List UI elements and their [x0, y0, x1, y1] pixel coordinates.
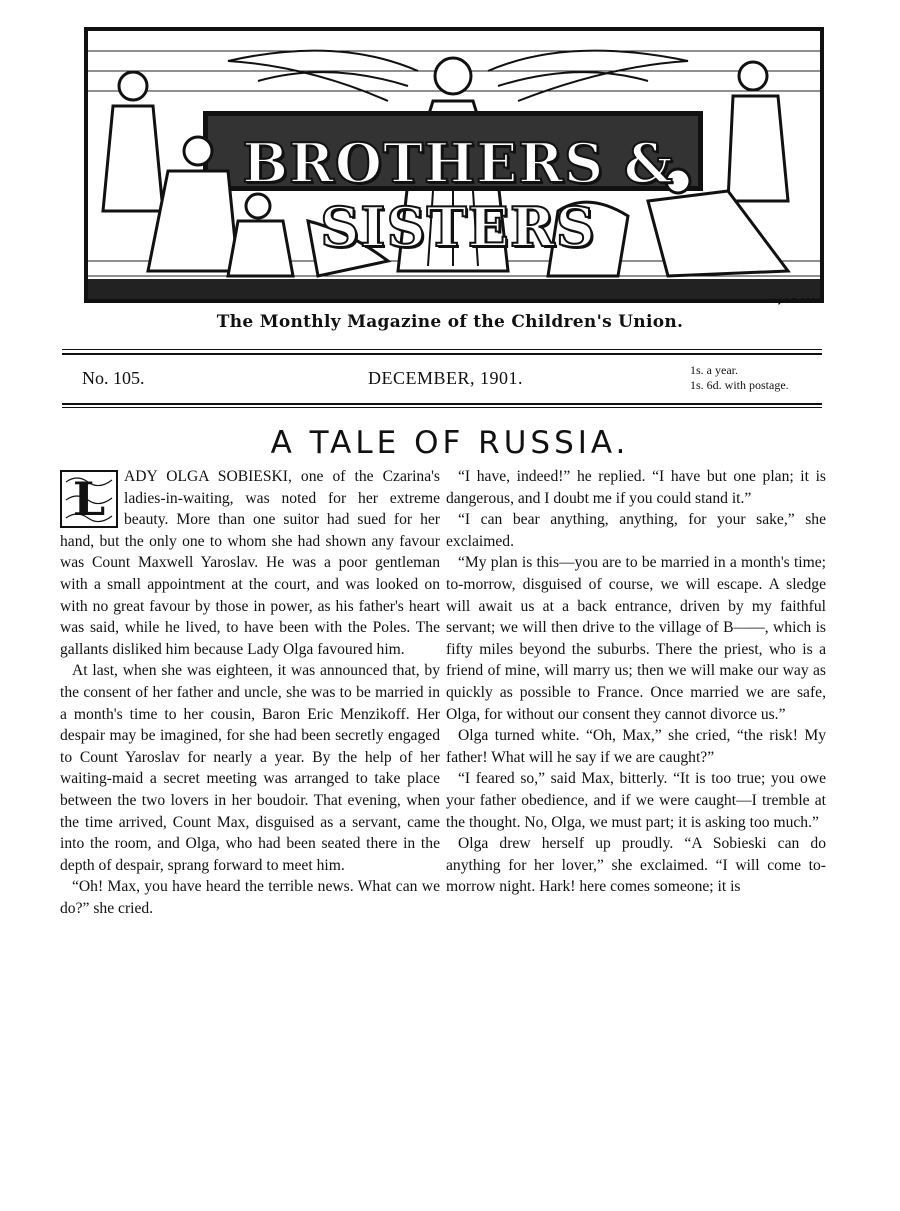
- bottom-rule-thick: [62, 403, 822, 405]
- paragraph-1-text: ADY OLGA SOBIESKI, one of the Czarina's ladies-in-waiting, was noted for her extreme beauty. More than one suitor had sued for her hand, but the only one to whom she had shown any favour was Count Maxwell Yaroslav. He was a poor gentleman with a small appointment at the court, and was looked on with no great favour by those in power, as his father's heart was said, while he lived, to have been with the Poles. The gallants disliked him because Lady Olga favoured him.: [60, 468, 440, 658]
- top-rule-thick: [62, 353, 822, 355]
- price-info: [690, 363, 789, 393]
- top-rule: [62, 349, 822, 350]
- bottom-rule: [62, 407, 822, 408]
- paragraph-7: Olga turned white. “Oh, Max,” she cried, “the risk! My father! What will he say if we are caught?”: [446, 727, 826, 766]
- masthead-illustration: [84, 27, 824, 303]
- paragraph-6: “My plan is this—you are to be married in a month's time; to-morrow, disguised of course, we will escape. A sledge will await us at a back entrance, driven by my faithful servant; we will then drive to the village of B——, which is fifty miles beyond the suburbs. There the priest, who is a friend of mine, will marry us; then we will make our way as quickly as possible to France. Once married we are safe, Olga, for without our consent they cannot divorce us.”: [446, 554, 826, 723]
- paragraph-5: “I can bear anything, anything, for your sake,” she exclaimed.: [446, 511, 826, 550]
- article-headline: A TALE OF RUSSIA.: [270, 425, 630, 461]
- paragraph-2: At last, when she was eighteen, it was announced that, by the consent of her father and uncle, she was to be married in a month's time to her cousin, Baron Eric Menzikoff. Her despair may be imagined, for she had been secretly engaged to Count Yaroslav for nearly a year. By the help of her waiting-maid a secret meeting was arranged to take place between the two lovers in her boudoir. That evening, when the time arrived, Count Max, disguised as a servant, came into the room, and Olga, who had been seated there in the depth of despair, sprang forward to meet him.: [60, 662, 440, 874]
- paragraph-9: Olga drew herself up proudly. “A Sobieski can do anything for her lover,” she exclaimed. “I will come to-morrow night. Hark! here comes someone; it is: [446, 835, 826, 896]
- magazine-subtitle: The Monthly Magazine of the Children's Union.: [216, 312, 684, 332]
- artist-signature: H.J.A.F. 1894: [770, 297, 821, 305]
- paragraph-3: “Oh! Max, you have heard the terrible news. What can we do?” she cried.: [60, 878, 440, 917]
- issue-date: DECEMBER, 1901.: [368, 368, 524, 388]
- paragraph-4: “I have, indeed!” he replied. “I have but one plan; it is dangerous, and I doubt me if you could stand it.”: [446, 468, 826, 507]
- issue-number: No. 105.: [82, 368, 145, 388]
- dropcap-letter: L: [72, 472, 106, 526]
- right-column: [446, 466, 826, 898]
- paragraph-1: [60, 466, 440, 660]
- dropcap-ornament: [60, 470, 118, 528]
- price-postage: 1s. 6d. with postage.: [690, 378, 789, 392]
- left-column: [60, 466, 440, 919]
- price-yearly: 1s. a year.: [690, 363, 738, 377]
- paragraph-8: “I feared so,” said Max, bitterly. “It is too true; you owe your father obedience, and if we were caught—I tremble at the thought. No, Olga, we must part; it is asking too much.”: [446, 770, 826, 831]
- masthead-title: BROTHERS & SISTERS: [242, 131, 674, 259]
